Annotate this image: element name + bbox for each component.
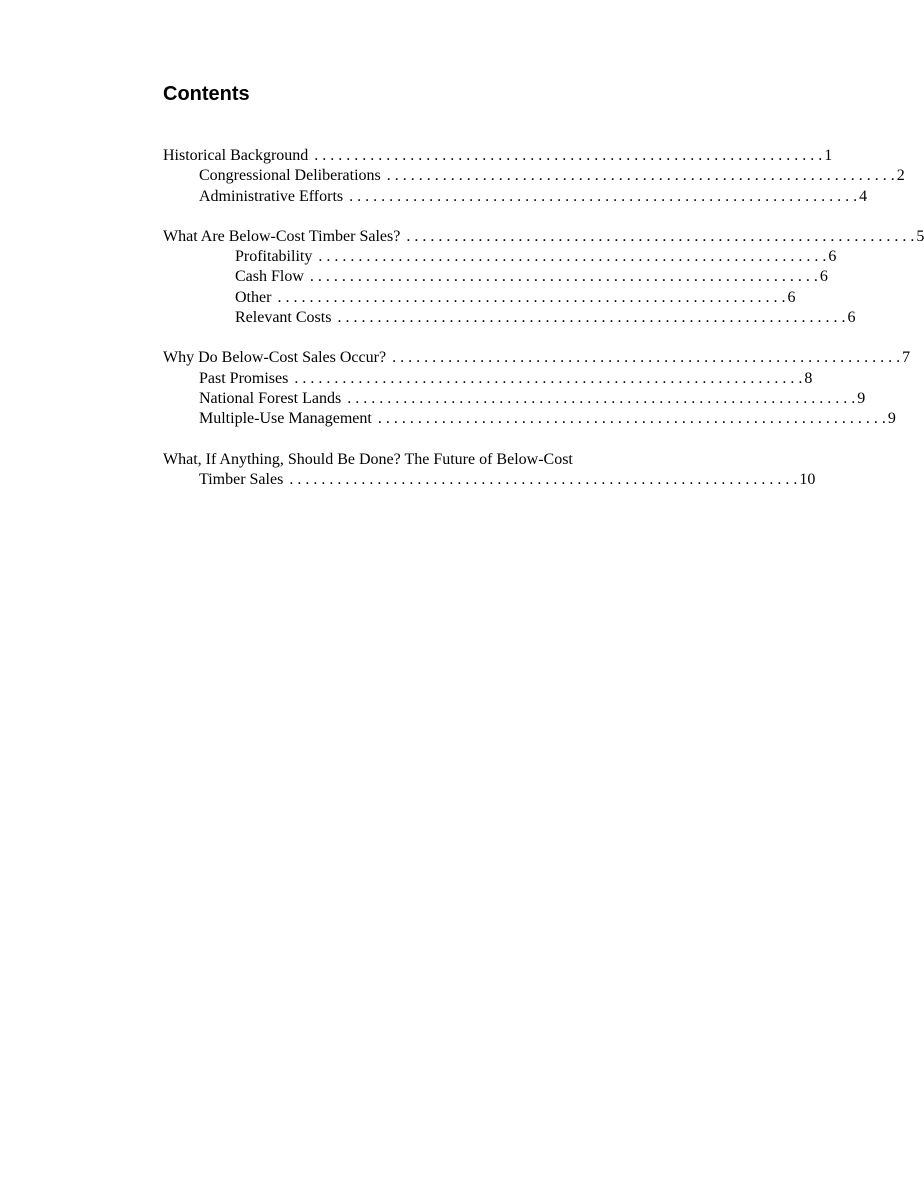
toc-page-number: 4 [859, 187, 868, 205]
toc-entry [163, 348, 911, 368]
toc-leader-dots: . . . . . . . . . . . . . . . . . . . . . . . . . . . . . . . . . . . . . . . . . . . . . . . . . . . . . . . . . . . . . . . . [386, 167, 895, 185]
toc-entry [163, 267, 828, 287]
toc-entry [163, 409, 896, 429]
toc-page-number: 9 [887, 410, 896, 428]
toc-entry [163, 187, 868, 207]
toc-entry-title: Historical Background [163, 147, 309, 164]
toc-entry-title: Cash Flow [235, 268, 304, 286]
toc-leader-dots: . . . . . . . . . . . . . . . . . . . . . . . . . . . . . . . . . . . . . . . . . . . . . . . . . . . . . . . . . . . . . . . . [318, 248, 827, 266]
toc-page-number: 6 [819, 268, 828, 286]
toc-entry-title-second-line: Timber Sales [199, 470, 284, 488]
toc-leader-dots: . . . . . . . . . . . . . . . . . . . . . . . . . . . . . . . . . . . . . . . . . . . . . . . . . . . . . . . . . . . . . . . . [349, 187, 858, 205]
toc-page-number: 6 [787, 288, 796, 306]
toc-entry-title: Past Promises [199, 369, 289, 387]
toc-entry [163, 288, 796, 308]
toc-leader-dots: . . . . . . . . . . . . . . . . . . . . . . . . . . . . . . . . . . . . . . . . . . . . . . . . . . . . . . . . . . . . . . . . [309, 268, 818, 286]
toc-page-number: 6 [828, 248, 837, 266]
contents-heading: Contents [163, 83, 250, 105]
toc-leader-dots: . . . . . . . . . . . . . . . . . . . . . . . . . . . . . . . . . . . . . . . . . . . . . . . . . . . . . . . . . . . . . . . . [314, 147, 823, 164]
toc-entry-title: What Are Below-Cost Timber Sales? [163, 227, 401, 245]
toc-leader-dots: . . . . . . . . . . . . . . . . . . . . . . . . . . . . . . . . . . . . . . . . . . . . . . . . . . . . . . . . . . . . . . . . [277, 288, 786, 306]
toc-entry-title: Profitability [235, 248, 313, 266]
toc-leader-dots: . . . . . . . . . . . . . . . . . . . . . . . . . . . . . . . . . . . . . . . . . . . . . . . . . . . . . . . . . . . . . . . . [377, 410, 886, 428]
toc-entry-title: Multiple-Use Management [199, 410, 372, 428]
toc-entry [163, 470, 816, 490]
toc-entry [163, 166, 905, 186]
toc-entry [163, 146, 833, 166]
toc-page-number: 1 [824, 147, 833, 164]
toc-page-number: 5 [916, 227, 924, 245]
toc-entry-title: Congressional Deliberations [199, 167, 381, 185]
toc-leader-dots: . . . . . . . . . . . . . . . . . . . . . . . . . . . . . . . . . . . . . . . . . . . . . . . . . . . . . . . . . . . . . . . . [347, 389, 856, 407]
toc-page-number: 8 [804, 369, 813, 387]
toc-leader-dots: . . . . . . . . . . . . . . . . . . . . . . . . . . . . . . . . . . . . . . . . . . . . . . . . . . . . . . . . . . . . . . . . [392, 349, 901, 367]
toc-leader-dots: . . . . . . . . . . . . . . . . . . . . . . . . . . . . . . . . . . . . . . . . . . . . . . . . . . . . . . . . . . . . . . . . [294, 369, 803, 387]
toc-leader-dots: . . . . . . . . . . . . . . . . . . . . . . . . . . . . . . . . . . . . . . . . . . . . . . . . . . . . . . . . . . . . . . . . [289, 470, 798, 488]
toc-entry [163, 247, 837, 267]
toc-entry-title-first-line: What, If Anything, Should Be Done? The Future of Below-Cost [163, 450, 573, 468]
toc-entry [163, 308, 856, 328]
toc-page-number: 7 [902, 349, 911, 367]
toc-list [163, 146, 924, 490]
toc-leader-dots: . . . . . . . . . . . . . . . . . . . . . . . . . . . . . . . . . . . . . . . . . . . . . . . . . . . . . . . . . . . . . . . . [406, 227, 915, 245]
toc-entry-title: Administrative Efforts [199, 187, 344, 205]
toc-page-number: 10 [799, 470, 816, 488]
toc-entry-title: Other [235, 288, 272, 306]
toc-entry-title: Relevant Costs [235, 309, 332, 327]
toc-entry-title: Why Do Below-Cost Sales Occur? [163, 349, 387, 367]
toc-entry [163, 369, 813, 389]
toc-entry [163, 389, 866, 409]
toc-page-number: 9 [857, 389, 866, 407]
toc-page-number: 2 [896, 167, 905, 185]
toc-entry-title: National Forest Lands [199, 389, 342, 407]
toc-page-number: 6 [847, 309, 856, 327]
toc-leader-dots: . . . . . . . . . . . . . . . . . . . . . . . . . . . . . . . . . . . . . . . . . . . . . . . . . . . . . . . . . . . . . . . . [337, 309, 846, 327]
toc-entry [163, 227, 924, 247]
